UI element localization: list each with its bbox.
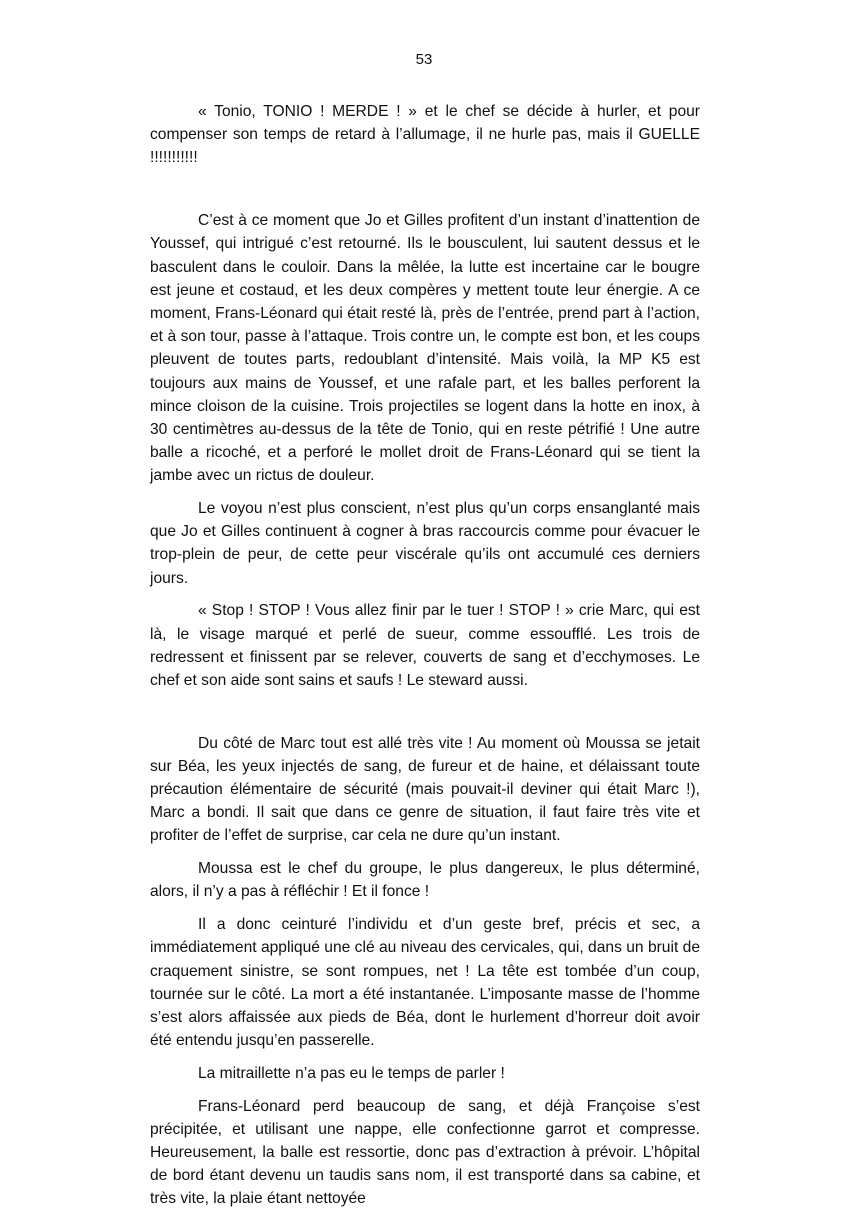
- paragraph-4: « Stop ! STOP ! Vous allez finir par le tuer ! STOP ! » crie Marc, qui est là, le visage marqué et perlé de sueur, comme essoufflé. Les trois de redressent et finissent par se relever, couverts de sang et d’ecchymoses. Le chef et son aide sont sains et saufs ! Le steward aussi.: [150, 602, 700, 689]
- paragraph-9: Frans-Léonard perd beaucoup de sang, et déjà Françoise s’est précipitée, et utilisant une nappe, elle confectionne garrot et compresse. Heureusement, la balle est ressortie, donc pas d’extraction à prévoir. L’hôpital de bord étant devenu un taudis sans nom, il est transporté dans sa cabine, et très vite, la plaie étant nettoyée: [150, 1097, 700, 1208]
- paragraph-2: C’est à ce moment que Jo et Gilles profitent d’un instant d’inattention de Youssef, qui intrigué c’est retourné. Ils le bousculent, lui sautent dessus et le basculent dans le couloir. Dans la mêlée, la lutte est incertaine car le bougre est jeune et costaud, et les deux compères y mettent toute leur énergie. A ce moment, Frans-Léonard qui était resté là, près de l’entrée, prend part à l’action, et à son tour, passe à l’attaque. Trois contre un, le compte est bon, et les coups pleuvent de toutes parts, redoublant d’intensité. Mais voilà, la MP K5 est toujours aux mains de Youssef, et une rafale part, et les balles perforent la mince cloison de la cuisine. Trois projectiles se logent dans la hotte en inox, à 30 centimètres au-dessus de la tête de Tonio, qui en reste pétrifié ! Une autre balle a ricoché, et a perforé le mollet droit de Frans-Léonard qui se tient la jambe avec un rictus de douleur.: [150, 212, 700, 485]
- paragraph-1: « Tonio, TONIO ! MERDE ! » et le chef se décide à hurler, et pour compenser son temps de retard à l’allumage, il ne hurle pas, mais il GUELLE !!!!!!!!!!!: [150, 103, 700, 167]
- page-number: 53: [415, 51, 433, 68]
- body-text: [150, 100, 700, 1220]
- paragraph-6: Moussa est le chef du groupe, le plus dangereux, le plus déterminé, alors, il n’y a pas à réfléchir ! Et il fonce !: [150, 860, 700, 901]
- section-gap: [150, 179, 700, 209]
- section-gap: [150, 702, 700, 732]
- paragraph-7: Il a donc ceinturé l’individu et d’un geste bref, précis et sec, a immédiatement appliqué une clé au niveau des cervicales, qui, dans un bruit de craquement sinistre, se sont rompues, net ! La tête est tombée d’un coup, tournée sur le côté. La mort a été instantanée. L’imposante masse de l’homme s’est alors affaissée aux pieds de Béa, dont le hurlement d’horreur doit avoir été entendu jusqu’en passerelle.: [150, 916, 700, 1050]
- paragraph-8: La mitraillette n’a pas eu le temps de parler !: [198, 1064, 505, 1082]
- paragraph-5: Du côté de Marc tout est allé très vite ! Au moment où Moussa se jetait sur Béa, les yeux injectés de sang, de fureur et de haine, et délaissant toute précaution élémentaire de sécurité (mais pouvait-il deviner qui était Marc !), Marc a bondi. Il sait que dans ce genre de situation, il faut faire très vite et profiter de l’effet de surprise, car cela ne dure qu’un instant.: [150, 734, 700, 845]
- paragraph-3: Le voyou n’est plus conscient, n’est plus qu’un corps ensanglanté mais que Jo et Gilles continuent à cogner à bras raccourcis comme pour évacuer le trop-plein de peur, de cette peur viscérale qu’ils ont accumulé ces derniers jours.: [150, 500, 700, 587]
